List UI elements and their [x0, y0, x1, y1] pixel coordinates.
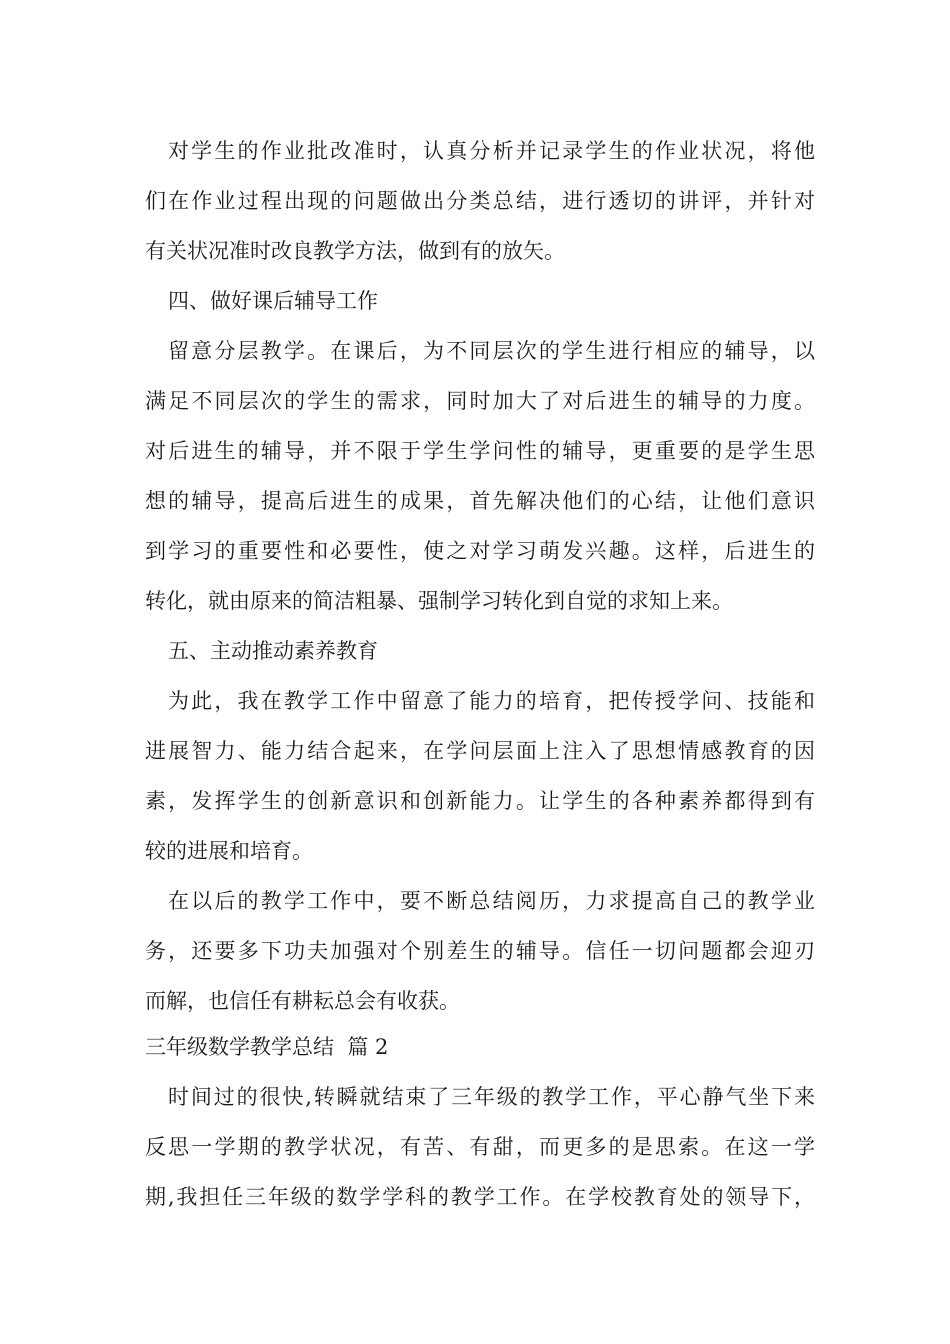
paragraph-line: 们在作业过程出现的问题做出分类总结，进行透切的讲评，并针对	[145, 189, 815, 213]
paragraph-line: 有关状况准时改良教学方法，做到有的放矢。	[145, 239, 565, 263]
paragraph-line: 对学生的作业批改准时，认真分析并记录学生的作业状况，将他	[168, 139, 815, 163]
paragraph-line: 期,我担任三年级的数学学科的教学工作。在学校教育处的领导下，	[145, 1185, 815, 1209]
paragraph-line: 留意分层教学。在课后，为不同层次的学生进行相应的辅导，以	[168, 339, 815, 363]
paragraph-line: 反思一学期的教学状况，有苦、有甜，而更多的是思索。在这一学	[145, 1135, 815, 1159]
paragraph-line: 想的辅导，提高后进生的成果，首先解决他们的心结，让他们意识	[145, 489, 815, 513]
paragraph-line: 素，发挥学生的创新意识和创新能力。让学生的各种素养都得到有	[145, 789, 815, 813]
paragraph-line: 对后进生的辅导，并不限于学生学问性的辅导，更重要的是学生思	[145, 439, 815, 463]
paragraph-line: 较的进展和培育。	[145, 839, 313, 863]
article-title: 三年级数学教学总结 篇 2	[145, 1035, 389, 1059]
section-heading: 四、做好课后辅导工作	[168, 289, 378, 313]
paragraph-line: 转化，就由原来的简洁粗暴、强制学习转化到自觉的求知上来。	[145, 589, 733, 613]
paragraph-line: 时间过的很快,转瞬就结束了三年级的教学工作，平心静气坐下来	[168, 1085, 815, 1109]
paragraph-line: 务，还要多下功夫加强对个别差生的辅导。信任一切问题都会迎刃	[145, 939, 815, 963]
paragraph-line: 满足不同层次的学生的需求，同时加大了对后进生的辅导的力度。	[145, 389, 815, 413]
paragraph-line: 而解，也信任有耕耘总会有收获。	[145, 989, 460, 1013]
paragraph-line: 到学习的重要性和必要性，使之对学习萌发兴趣。这样，后进生的	[145, 539, 815, 563]
paragraph-line: 为此，我在教学工作中留意了能力的培育，把传授学问、技能和	[168, 689, 815, 713]
paragraph-line: 进展智力、能力结合起来，在学问层面上注入了思想情感教育的因	[145, 739, 815, 763]
section-heading: 五、主动推动素养教育	[168, 639, 378, 663]
paragraph-line: 在以后的教学工作中，要不断总结阅历，力求提高自己的教学业	[168, 889, 815, 913]
